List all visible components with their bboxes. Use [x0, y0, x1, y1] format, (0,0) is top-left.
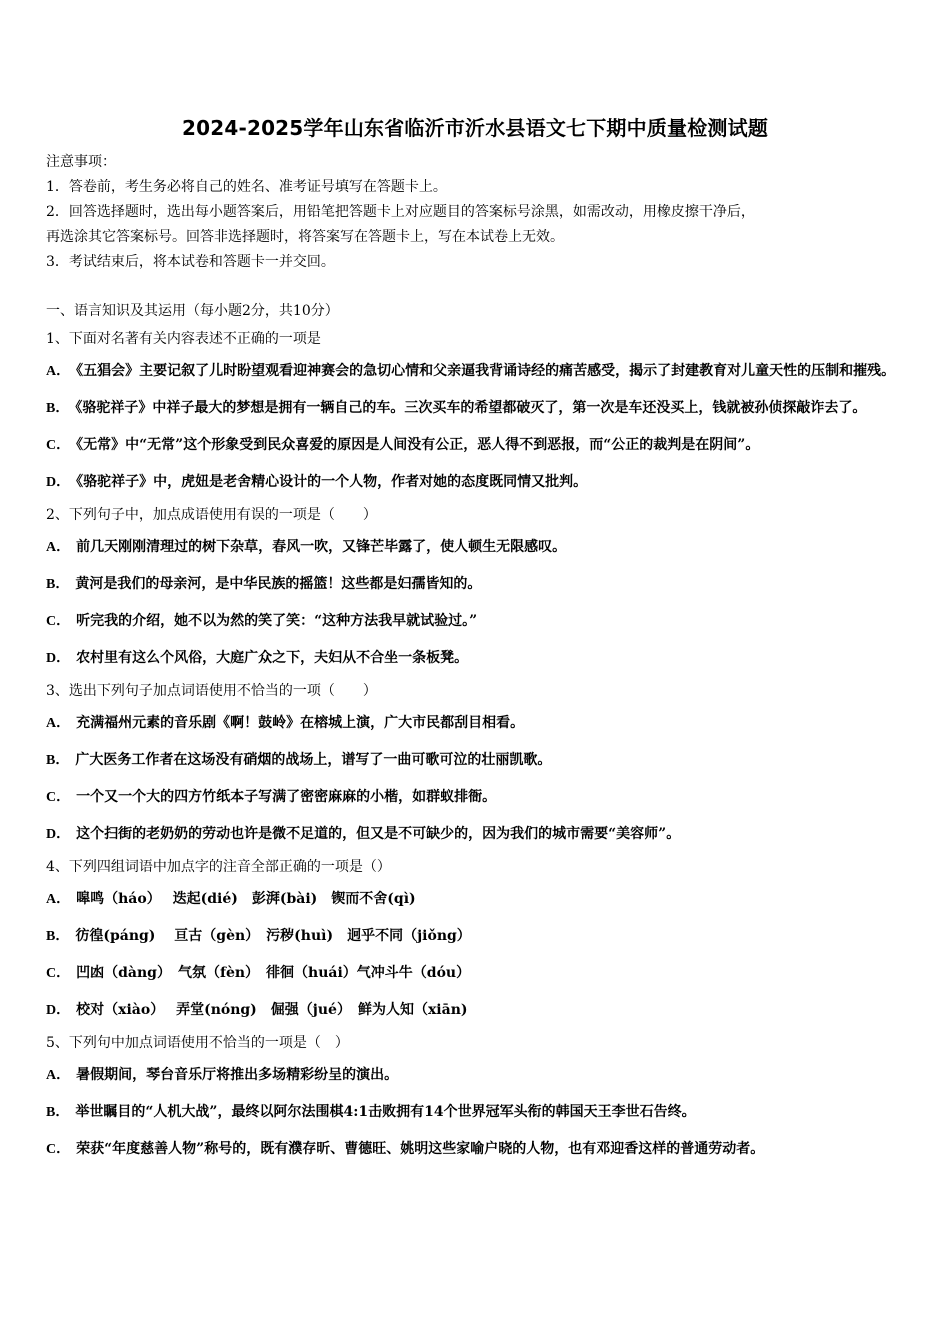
option: [46, 992, 908, 1029]
option-text: 暑假期间，琴台音乐厅将推出多场精彩纷呈的演出。: [76, 1067, 399, 1083]
option: [46, 816, 908, 853]
option-text: 这个扫街的老奶奶的劳动也许是微不足道的，但又是不可缺少的，因为我们的城市需要“美容师”。: [76, 826, 681, 842]
option-letter: B．: [46, 1105, 70, 1120]
option: [46, 779, 908, 816]
notes-heading: 注意事项：: [46, 154, 116, 170]
option: [46, 566, 908, 603]
option-letter: C．: [46, 966, 71, 981]
option-text: 荣获“年度慈善人物”称号的，既有濮存昕、曹德旺、姚明这些家喻户晓的人物，也有邓迎香这样的普通劳动者。: [76, 1141, 765, 1157]
page-title: 2024-2025学年山东省临沂市沂水县语文七下期中质量检测试题: [181, 116, 769, 140]
option: [46, 603, 908, 640]
option-text: 《五猖会》主要记叙了儿时盼望观看迎神赛会的急切心情和父亲逼我背诵诗经的痛苦感受，揭示了封建教育对儿童天性的压制和摧残。: [76, 363, 896, 379]
option-text: 彷徨(páng) 亘古（gèn） 污秽(huì) 迥乎不同（jiǒng）: [75, 928, 471, 944]
option-text: 听完我的介绍，她不以为然的笑了笑：“这种方法我早就试验过。”: [76, 613, 478, 629]
option-text: 充满福州元素的音乐剧《啊！鼓岭》在榕城上演，广大市民都刮目相看。: [76, 715, 525, 731]
option-letter: C．: [46, 1142, 71, 1157]
option-letter: C．: [46, 790, 71, 805]
option-letter: A．: [46, 716, 71, 731]
note-line: 再选涂其它答案标号。回答非选择题时，将答案写在答题卡上，写在本试卷上无效。: [46, 229, 564, 245]
option-letter: B．: [46, 929, 70, 944]
option: [46, 881, 908, 918]
option: [46, 918, 908, 955]
option-letter: A．: [46, 1068, 71, 1083]
option-text: 前几天刚刚清理过的树下杂草，春风一吹，又锋芒毕露了，使人顿生无限感叹。: [76, 539, 567, 555]
option: [46, 1094, 908, 1131]
option-text: 一个又一个大的四方竹纸本子写满了密密麻麻的小楷，如群蚁排衙。: [76, 789, 497, 805]
option: [46, 390, 908, 427]
option-text: 《无常》中“无常”这个形象受到民众喜爱的原因是人间没有公正，恶人得不到恶报，而“公正的裁判是在阴间”。: [76, 437, 760, 453]
option-letter: C．: [46, 614, 71, 629]
option: [46, 742, 908, 779]
option-text: 农村里有这么个风俗，大庭广众之下，夫妇从不合坐一条板凳。: [76, 650, 469, 666]
option-text: 广大医务工作者在这场没有硝烟的战场上，谱写了一曲可歌可泣的壮丽凯歌。: [75, 752, 552, 768]
option-letter: A．: [46, 540, 71, 555]
option-letter: A．: [46, 364, 71, 379]
option-letter: B．: [46, 753, 70, 768]
option: [46, 464, 908, 501]
option-text: 黄河是我们的母亲河，是中华民族的摇篮！这些都是妇孺皆知的。: [75, 576, 482, 592]
question-stem: 1、下面对名著有关内容表述不正确的一项是: [46, 331, 321, 347]
note-line: 3．考试结束后，将本试卷和答题卡一并交回。: [46, 254, 335, 270]
option: [46, 353, 908, 390]
option-text: 《骆驼祥子》中祥子最大的梦想是拥有一辆自己的车。三次买车的希望都破灭了，第一次是车还没买上，钱就被孙侦探敲诈去了。: [75, 400, 867, 416]
note-line: 1．答卷前，考生务必将自己的姓名、准考证号填写在答题卡上。: [46, 179, 447, 195]
option-text: 校对（xiào） 弄堂(nóng) 倔强（jué） 鲜为人知（xiān): [76, 1002, 468, 1018]
option-letter: B．: [46, 401, 70, 416]
note-line: 2．回答选择题时，选出每小题答案后，用铅笔把答题卡上对应题目的答案标号涂黑，如需改动，用橡皮擦干净后，: [46, 204, 755, 220]
option-letter: D．: [46, 651, 71, 666]
option-letter: C．: [46, 438, 71, 453]
option-letter: A．: [46, 892, 71, 907]
option-text: 嗥鸣（háo） 迭起(dié) 彭湃(bài) 锲而不舍(qì): [76, 891, 416, 907]
option-letter: B．: [46, 577, 70, 592]
option: [46, 1057, 908, 1094]
option-letter: D．: [46, 475, 71, 490]
option: [46, 529, 908, 566]
option: [46, 640, 908, 677]
question-stem: 5、下列句中加点词语使用不恰当的一项是（ ）: [46, 1035, 349, 1051]
option-text: 《骆驼祥子》中，虎妞是老舍精心设计的一个人物，作者对她的态度既同情又批判。: [76, 474, 588, 490]
option: [46, 955, 908, 992]
section-heading: 一、语言知识及其运用（每小题2分，共10分）: [46, 303, 339, 319]
option-text: 举世瞩目的“人机大战”，最终以阿尔法围棋4:1击败拥有14个世界冠军头衔的韩国天王李世石告终。: [75, 1104, 696, 1120]
question-stem: 2、下列句子中，加点成语使用有误的一项是（ ）: [46, 507, 377, 523]
option-letter: D．: [46, 1003, 71, 1018]
option-text: 凹凼（dàng） 气氛（fèn） 徘徊（huái）气冲斗牛（dóu）: [76, 965, 471, 981]
question-stem: 4、下列四组词语中加点字的注音全部正确的一项是（）: [46, 859, 391, 875]
option: [46, 705, 908, 742]
notes-block: [46, 150, 906, 275]
questions: [46, 325, 908, 1168]
option: [46, 1131, 908, 1168]
question-stem: 3、选出下列句子加点词语使用不恰当的一项（ ）: [46, 683, 377, 699]
option-letter: D．: [46, 827, 71, 842]
option: [46, 427, 908, 464]
